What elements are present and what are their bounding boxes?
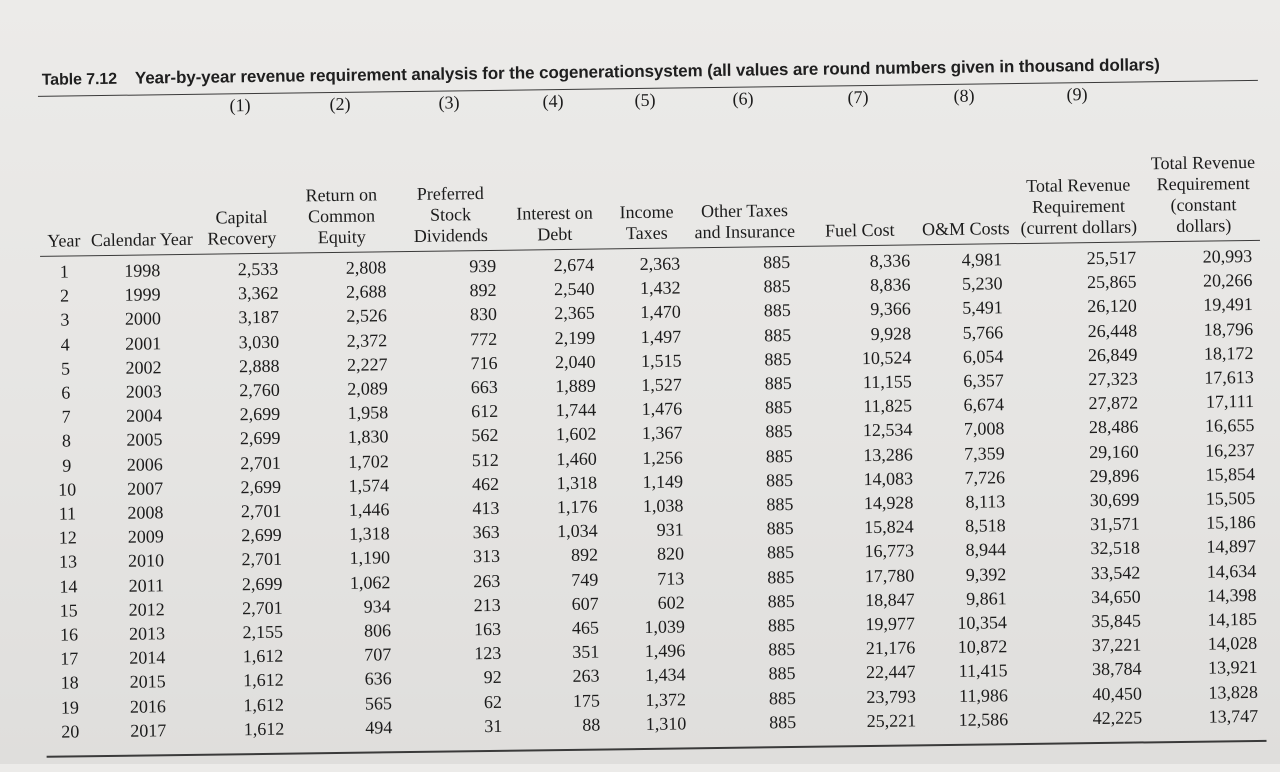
table-cell: 885	[765, 469, 794, 491]
table-cell: 494	[365, 717, 393, 738]
table-cell: 2,688	[345, 281, 387, 303]
table-cell: 607	[571, 593, 599, 614]
table-cell: 42,225	[1092, 707, 1143, 728]
table-cell: 2014	[129, 647, 166, 668]
table-cell: 22,447	[865, 661, 916, 683]
table-cell: 1,602	[555, 423, 597, 445]
table-cell: 12,534	[862, 419, 913, 441]
table-cell: 26,448	[1087, 320, 1138, 341]
table-cell: 8,836	[869, 274, 911, 296]
table-cell: 892	[469, 280, 497, 301]
table-cell: 1,574	[348, 475, 390, 496]
table-cell: 6,674	[963, 394, 1005, 415]
table-cell: 2017	[130, 720, 167, 741]
table-cell: 820	[656, 543, 685, 565]
table-cell: 163	[473, 618, 502, 640]
column-number: (4)	[542, 90, 564, 112]
table-cell: 2003	[125, 381, 162, 402]
table-cell: 16,773	[864, 540, 915, 562]
table-cell: 1,527	[641, 374, 682, 395]
table-cell: 14,398	[1206, 584, 1257, 606]
column-header-row	[38, 108, 1262, 252]
table-cell: 12,586	[958, 709, 1009, 730]
table-cell: 14,928	[863, 492, 914, 514]
table-cell: 2,526	[346, 305, 388, 327]
table-cell: 13	[58, 551, 78, 573]
column-number	[38, 97, 86, 124]
table-cell: 1,318	[349, 523, 390, 545]
column-number	[1144, 82, 1260, 110]
table-body	[40, 236, 1268, 744]
table-cell: 15,186	[1206, 512, 1256, 533]
table-cell: 5,230	[961, 273, 1003, 294]
table-cell: 562	[471, 425, 499, 446]
table-cell: 18,847	[865, 589, 915, 610]
table-cell: 1,372	[645, 689, 687, 710]
column-header: Total Revenue Requirement (constant dollars)	[1150, 151, 1256, 236]
table-cell: 15,854	[1205, 463, 1256, 485]
table-cell: 2,701	[240, 500, 282, 522]
table-cell: 1,470	[640, 301, 681, 323]
table-cell: 263	[572, 666, 600, 687]
table-cell: 2,699	[240, 476, 282, 498]
table-cell: 6	[61, 382, 71, 403]
table-cell: 885	[768, 663, 796, 684]
table-cell: 1999	[124, 284, 161, 305]
table-cell: 31	[484, 715, 503, 736]
table-cell: 14	[59, 576, 78, 597]
table-cell: 26,120	[1087, 295, 1137, 317]
table-cell: 885	[767, 590, 795, 612]
table-cell: 8,336	[869, 250, 911, 271]
table-cell: 1,039	[644, 616, 686, 638]
table-cell: 1	[59, 261, 69, 282]
table-cell: 10,354	[957, 612, 1008, 633]
table-cell: 885	[763, 300, 791, 321]
table-cell: 19,491	[1203, 294, 1253, 316]
table-cell: 28,486	[1088, 416, 1139, 438]
table-cell: 749	[571, 569, 599, 590]
table-cell: 20,266	[1202, 270, 1253, 291]
table-cell: 3	[60, 309, 70, 330]
table-cell: 17,780	[864, 565, 915, 586]
table-cell: 1,612	[242, 645, 284, 667]
column-header: Return on Common Equity	[305, 184, 378, 248]
table-cell: 1,256	[642, 447, 683, 468]
table-cell: 2,089	[347, 378, 388, 399]
table-cell: 35,845	[1091, 610, 1142, 632]
table-cell: 3,187	[238, 307, 280, 328]
table-cell: 934	[363, 596, 391, 617]
table-cell: 14,897	[1206, 536, 1257, 558]
table-cell: 32,518	[1090, 537, 1141, 559]
column-number: (7)	[847, 86, 869, 108]
table-cell: 885	[767, 566, 795, 587]
table-cell: 1,062	[349, 571, 391, 593]
table-cell: 4,981	[961, 249, 1003, 270]
table-cell: 27,872	[1088, 392, 1139, 414]
table-cell: 2006	[126, 453, 163, 475]
table-cell: 885	[769, 711, 797, 733]
table-cell: 7,726	[964, 467, 1006, 488]
table-cell: 465	[571, 617, 600, 638]
revenue-table	[38, 82, 1268, 744]
column-header: Fuel Cost	[824, 219, 895, 241]
table-cell: 14,028	[1207, 633, 1258, 654]
table-cell: 885	[765, 445, 793, 466]
table-cell: 2,540	[553, 278, 595, 300]
table-label: Table 7.12	[41, 70, 118, 89]
table-cell: 8,944	[965, 539, 1007, 561]
table-cell: 13,921	[1207, 657, 1258, 679]
table-cell: 1,612	[243, 670, 284, 691]
table-cell: 6,357	[963, 370, 1004, 391]
table-cell: 806	[363, 620, 392, 641]
table-cell: 25,865	[1086, 271, 1137, 293]
table-cell: 413	[472, 497, 500, 519]
table-cell: 31,571	[1090, 513, 1140, 535]
table-cell: 892	[570, 545, 599, 566]
table-cell: 18,172	[1203, 342, 1254, 364]
table-cell: 8,518	[965, 515, 1006, 536]
table-cell: 25,221	[866, 710, 917, 731]
table-cell: 2004	[126, 405, 163, 426]
table-cell: 1,034	[557, 520, 598, 542]
table-cell: 7	[61, 406, 71, 427]
table-cell: 15	[59, 600, 78, 621]
table-cell: 5	[60, 358, 71, 379]
table-title: Year-by-year revenue requirement analysis for the cogenerationsystem (all values are round numbers given in thousand dollars)	[134, 55, 1160, 88]
table-cell: 2015	[129, 671, 166, 693]
table-cell: 2,699	[239, 428, 281, 449]
table-cell: 2,808	[345, 257, 387, 278]
column-header: Total Revenue Requirement (current dollars)	[1020, 174, 1138, 239]
table-cell: 1,958	[347, 402, 389, 424]
table-cell: 11,155	[862, 371, 912, 393]
table-cell: 2007	[126, 478, 164, 499]
table-cell: 1,702	[348, 450, 389, 472]
column-header: Preferred Stock Dividends	[413, 183, 488, 246]
table-cell: 29,896	[1089, 465, 1140, 486]
table-cell: 10,872	[957, 636, 1008, 658]
table-cell: 3,362	[237, 282, 279, 304]
table-cell: 2,701	[240, 452, 281, 473]
table-cell: 11,415	[958, 660, 1008, 682]
table-cell: 213	[473, 594, 501, 616]
table-cell: 351	[572, 641, 600, 663]
column-number: (6)	[732, 88, 754, 109]
table-cell: 2	[59, 285, 70, 306]
table-cell: 2,699	[241, 573, 283, 594]
table-cell: 16,237	[1205, 439, 1255, 461]
table-cell: 885	[765, 421, 793, 442]
table-cell: 18,796	[1203, 318, 1254, 340]
table-cell: 2011	[128, 574, 165, 596]
table-cell: 2002	[125, 357, 162, 378]
table-cell: 2,674	[553, 254, 595, 276]
table-cell: 19	[60, 697, 80, 718]
table-cell: 11	[58, 503, 77, 524]
table-cell: 885	[767, 615, 796, 636]
table-cell: 565	[364, 692, 393, 714]
table-cell: 16	[59, 624, 79, 645]
table-cell: 23,793	[866, 686, 917, 707]
table-cell: 9,861	[965, 588, 1007, 609]
table-cell: 14,083	[863, 468, 914, 489]
table-cell: 2016	[129, 695, 167, 717]
table-cell: 5,766	[962, 321, 1004, 343]
table-cell: 263	[473, 570, 501, 591]
table-cell: 13,286	[863, 444, 913, 465]
bottom-rule	[47, 740, 1267, 758]
table-cell: 18	[60, 672, 79, 694]
table-cell: 21,176	[865, 637, 916, 659]
table-cell: 9,928	[870, 323, 912, 344]
column-header: O&M Costs	[921, 218, 1010, 240]
table-cell: 2012	[128, 599, 165, 620]
table-cell: 17	[60, 648, 79, 669]
column-header: Interest on Debt	[516, 202, 593, 245]
table-cell: 88	[582, 714, 601, 735]
table-cell: 10,524	[861, 347, 912, 368]
table-cell: 1,744	[555, 399, 597, 421]
table-cell: 38,784	[1091, 658, 1142, 680]
table-cell: 15,505	[1205, 487, 1256, 509]
column-number: (2)	[329, 93, 351, 115]
table-cell: 612	[471, 401, 499, 422]
table-cell: 1,149	[642, 471, 684, 492]
table-cell: 713	[657, 568, 685, 589]
table-cell: 11,986	[958, 684, 1009, 706]
table-cell: 1,434	[644, 664, 686, 686]
table-cell: 17,613	[1204, 366, 1254, 388]
table-cell: 9,366	[870, 298, 911, 320]
table-cell: 3,030	[238, 331, 280, 352]
table-cell: 26,849	[1087, 344, 1138, 365]
table-cell: 1,889	[555, 375, 596, 397]
table-cell: 885	[766, 494, 794, 515]
table-cell: 1,460	[556, 448, 597, 469]
table-cell: 11,825	[863, 395, 913, 417]
table-cell: 462	[471, 473, 500, 495]
table-cell: 1998	[124, 260, 161, 281]
table-cell: 9	[62, 455, 72, 476]
table-cell: 2009	[127, 526, 164, 547]
table-cell: 2001	[125, 332, 162, 354]
table-cell: 885	[764, 373, 792, 394]
column-number: (5)	[634, 89, 656, 111]
table-cell: 2008	[127, 502, 164, 523]
table-cell: 2,155	[242, 621, 284, 643]
table-cell: 2,760	[239, 379, 280, 401]
table-cell: 7,359	[964, 442, 1005, 464]
table-cell: 1,038	[642, 495, 684, 517]
table-cell: 9,392	[965, 563, 1007, 585]
table-cell: 512	[471, 449, 499, 470]
column-number	[86, 96, 194, 123]
table-cell: 40,450	[1092, 683, 1143, 704]
table-cell: 10	[57, 479, 77, 500]
table-cell: 885	[763, 276, 791, 297]
table-cell: 2,199	[554, 327, 596, 348]
table-cell: 16,655	[1204, 415, 1255, 437]
table-cell: 2005	[126, 429, 163, 451]
table-cell: 2013	[128, 623, 166, 644]
table-cell: 2000	[124, 308, 162, 330]
table-cell: 29,160	[1089, 441, 1139, 462]
table-cell: 13,747	[1208, 705, 1259, 727]
table-cell: 123	[474, 643, 502, 664]
table-cell: 2010	[127, 550, 165, 572]
table-cell: 20	[61, 721, 80, 742]
table-cell: 19,977	[865, 613, 916, 635]
table-cell: 1,367	[641, 422, 683, 444]
table-cell: 885	[763, 252, 791, 273]
table-cell: 1,310	[645, 713, 687, 734]
table-cell: 885	[768, 639, 796, 660]
table-cell: 885	[768, 687, 797, 708]
column-number: (9)	[1066, 84, 1088, 105]
table-cell: 772	[470, 328, 498, 349]
table-cell: 1,497	[640, 326, 682, 347]
table-cell: 33,542	[1090, 562, 1141, 583]
table-cell: 1,496	[644, 640, 686, 662]
table-cell: 8,113	[965, 491, 1006, 512]
table-cell: 2,888	[238, 355, 280, 377]
table-cell: 1,318	[556, 472, 598, 493]
table-cell: 62	[483, 691, 503, 712]
table-cell: 37,221	[1091, 634, 1142, 656]
table-cell: 663	[470, 376, 498, 398]
table-cell: 707	[364, 644, 392, 665]
table-cell: 313	[472, 546, 501, 567]
column-header: Calendar Year	[90, 228, 193, 251]
table-cell: 4	[60, 334, 70, 355]
table-cell: 939	[469, 255, 497, 277]
column-header: Year	[47, 230, 81, 251]
table-cell: 363	[472, 522, 500, 543]
table-cell: 30,699	[1089, 489, 1140, 511]
table-cell: 15,824	[864, 516, 914, 538]
table-cell: 25,517	[1086, 247, 1137, 269]
table-cell: 1,612	[243, 718, 285, 740]
table-cell: 8	[61, 430, 72, 451]
table-cell: 602	[657, 592, 685, 613]
table-cell: 14,185	[1207, 608, 1258, 630]
table-cell: 1,190	[349, 547, 391, 569]
table-cell: 2,372	[346, 329, 388, 351]
table-cell: 7,008	[963, 418, 1005, 440]
table-cell: 2,701	[241, 549, 283, 570]
table-cell: 885	[766, 542, 795, 563]
table-cell: 885	[764, 348, 792, 370]
table-cell: 1,830	[347, 426, 389, 448]
table-cell: 6,054	[962, 346, 1004, 367]
table-cell: 175	[572, 690, 601, 711]
table-cell: 2,040	[554, 351, 596, 372]
column-number: (1)	[229, 95, 251, 116]
table-cell: 885	[764, 397, 793, 418]
table-cell: 2,699	[239, 403, 281, 425]
table-cell: 2,227	[346, 354, 388, 375]
table-cell: 636	[364, 668, 392, 690]
table-cell: 14,634	[1206, 560, 1257, 582]
table-cell: 716	[470, 352, 498, 374]
table-cell: 13,828	[1208, 681, 1259, 703]
column-header: Other Taxes and Insurance	[694, 200, 796, 243]
table-cell: 1,476	[641, 398, 683, 420]
table-cell: 885	[764, 324, 792, 345]
table-cell: 2,699	[241, 524, 282, 546]
column-header: Income Taxes	[619, 201, 674, 244]
table-cell: 2,365	[554, 302, 595, 324]
table-cell: 2,363	[639, 253, 681, 274]
table-cell: 5,491	[962, 297, 1003, 319]
table-cell: 1,446	[348, 499, 390, 520]
table-cell: 27,323	[1088, 368, 1138, 390]
table-cell: 1,432	[639, 277, 681, 299]
column-number: (3)	[438, 92, 460, 113]
table-cell: 2,533	[237, 258, 279, 280]
table-cell: 17,111	[1205, 391, 1255, 412]
table-cell: 1,612	[243, 694, 285, 715]
table-cell: 12	[58, 527, 77, 548]
table-cell: 931	[656, 519, 684, 541]
table-cell: 20,993	[1202, 245, 1253, 267]
table-cell: 34,650	[1090, 586, 1141, 607]
table-cell: 830	[469, 304, 497, 325]
table-cell: 92	[483, 667, 502, 688]
table-cell: 885	[766, 518, 794, 539]
table-cell: 1,515	[640, 350, 682, 371]
column-number: (8)	[953, 85, 975, 106]
table-cell: 2,701	[242, 597, 283, 619]
table-cell: 1,176	[556, 496, 598, 518]
column-header: Capital Recovery	[207, 206, 277, 249]
